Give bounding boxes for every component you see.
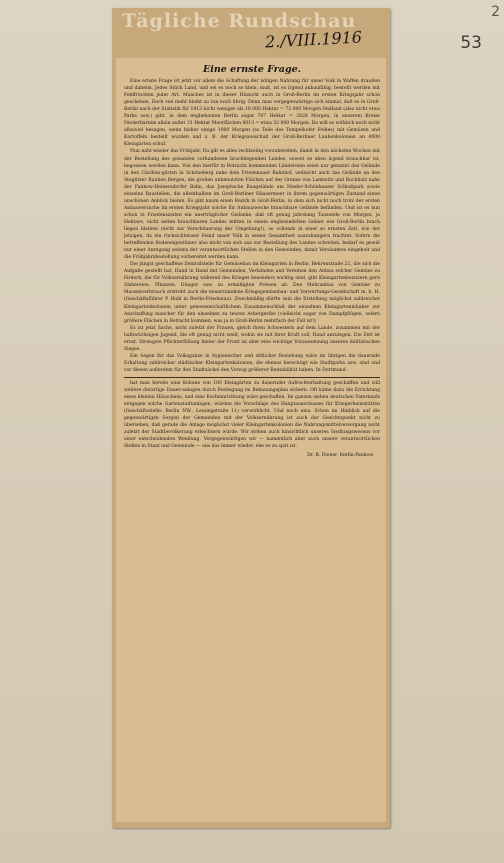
column-divider [124, 377, 380, 378]
article-paragraph: Die jüngst geschaffene Zentralstelle für Gemüsebau im Kleingarten in Berlin, Behrenstraße 21, die sich die Aufgabe gestellt hat, Hand in Hand mit Gemeinden, Verbänden und Vereinen den Anbau solcher Gemüse zu fördern, die für Volksernährung während des Krieges besonders wichtig sind, gibt Kleingartenbesitzern gern Sämereien, Pflanzen, Dünger usw. zu ermäßigten Preisen ab. Den Mehranbau von Gemüse zu Massenverbrauch erstrebt auch die neuerstandene Kriegsgemüsebau- und Verwertungs-Gesellschaft m. b. H. (Geschäftsführer P. Buhl in Berlin-Friedenau). Zweckmäßig dürfte sein die Erstellung möglichst zahlreicher Kleingartenkolonien unter genossenschaftlichem Zusammenschluß der einzelnen Kleingarteninhaber zur Anschaffung mancher für den einzelnen zu teuren Ackergeräte (vielleicht sogar von Dampfpflügen, sofern größere Flächen in Betracht kommen, was ja in Groß-Berlin mehrfach der Fall ist!) [124, 262, 380, 324]
newspaper-masthead: Tägliche Rundschau [122, 10, 357, 32]
article-paragraph: Eine ernste Frage ist jetzt vor allem die Schaffung der nötigen Nahrung für unser Volk in Waffen draußen und daheim. Jedes Stück Land, und sei es noch so klein, muß, ist es irgend anbaufähig, bestellt werden mit Feldfrüchten jeder Art. Manches ist in dieser Hinsicht auch in Groß-Berlin im ersten Kriegsjahr schon geschehen. Doch viel mehr bleibt zu tun noch übrig. Denn man vergegenwärtige sich einmal, daß es in Groß-Berlin nach der Statistik für 1913 nicht weniger als 18 000 Hektar = 72 000 Morgen Oedland (also nicht etwa Parks usw.) gibt, in dem engbebauten Berlin sogar 707 Hektar = 2828 Morgen, in unserem Kreise Niederbarnim allein außer 31 Hektar Moorflächen 8013 = etwa 32 000 Morgen. Da will es wirklich noch nicht allzuviel besagen, wenn bisher einige 1000 Morgen (so Teile des Tempelhofer Feldes) mit Gemüsen und Kartoffeln bestellt wurden und z. B. der Kriegsausschuß der Groß-Berliner Laubenkolonien an 4000 Kleingärten schuf. [124, 79, 380, 148]
newspaper-clipping [112, 8, 390, 828]
page-number: 53 [460, 33, 482, 53]
corner-mark: 2 [491, 4, 500, 20]
author-signature: Dr. R. Diener, Berlin-Pankow. [307, 453, 374, 459]
article-paragraph: Es ist jetzt Sache, nicht zuletzt der Frauen, gleich ihren Schwestern auf dem Lande, zusammen mit der halbwüchsigen Jugend, die oft genug nicht weiß, wohin sie mit ihrer Kraft soll, Hand anzulegen. Die Zeit ist ernst. Strengste Pflichterfüllung hinter der Front ist aber eine wichtige Voraussetzung unseres militärischen Sieges. [124, 325, 380, 352]
article-body [116, 58, 386, 822]
article-title: Eine ernste Frage. [203, 64, 301, 75]
handwritten-date: 2./VIII.1916 [264, 27, 363, 52]
closing-paragraph: hat man bereits eine Kolonie von 100 Kleingärten zu dauernder Aufrechterhaltung geschaffen und will weitere derartige Dauer-anlagen durch Festlegung im Bebauungsplan sichern. Oft käme dazu die Errichtung eines kleinen Häuschens, und eine Kocheinrichtung wäre geschaffen. Im ganzen sieben deutschen Vaterlands entgegen solche Gartenstadtanlagen, würden die Vorschläge des Hauptausschusses für Kriegerheimstätten (Geschäftsstelle: Berlin NW., Lessingstraße 11) verwirklicht. Und noch eins: Schon im Hinblick auf die gegenwärtigen Sorgen der Gemeinden mit der Volksernährung ist auch der Gesichtspunkt nicht zu übersehen, daß gerade die Anlage möglichst vieler Kleingartenkolonien die Nahrungsmittelversorgung nicht zuletzt der Stadtbevölkerung erleichtern würde. Wir stehen auch hinsichtlich unseres Siedlungswesens vor einer entscheidenden Wendung. Vergegenwärtigen wir — namentlich aber auch unsere verantwortlichen Stellen in Staat und Gemeinde — uns das immer wieder, ehe es zu spät ist. [124, 380, 380, 450]
article-paragraph: Nun naht wieder das Frühjahr. Da gilt es alles rechtzeitig vorzubereiten, damit in den nächsten Wochen mit der Bestellung des gesamten vorhandenen brachliegenden Landes, soweit es eben irgend brauchbar ist, begonnen werden kann. Von den hierfür in Betracht kommenden Ländereien seien nur genannt das Gelände in den Cäcilien-gärten in Schöneberg nahe dem Friedenauer Bahnhof, vielleicht auch das Gelände an den Steglitzer Rauhen Bergen, die großen unbenutzten Flächen auf der Grenze von Lankwitz und Buchholz nahe der Pankow-Heinersdorfer Bahn, das Josephsche Baugelände am Nieder-Schönhauser Schloßpark sowie einzelne Baustellen, die allenthalben im Groß-Berliner Häusermeer in ihrem gegenwärtigen Zustand einen unschönen Anblick bieten. Es gibt kaum einen Bezirk in Groß-Berlin, in dem sich nicht noch trotz der ersten Anbauversuche im ersten Kriegsjahr solche für Anbauzwecke brauchbare Gelände befänden. Und ist es nun schon in Friedenszeiten ein unerträglicher Gedanke, daß oft genug jahrelang Tausende von Morgen, ja Hektare, nicht selten brauchbaren Landes mitten in einem engbesiedelten Gebiet wie Groß-Berlin brach liegen bleiben (nicht zur Verschönerung der Umgebung!), so vollends in einer so ernsten Zeit, wie der jetzigen, da ein rücksichtsloser Feind unser Volk in seiner Gesamtheit auszuhungern trachtet. Sofern die betreffenden Bodeneigentümer also nicht von sich aus zur Bestellung des Landes schreiten, bedarf es gewiß nur einer Anregung seitens der verantwortlichen Stellen in den Gemeinden, damit Versäumtes eingeholt und die Frühjahrsbestellung vorbereitet werden kann. [124, 149, 380, 261]
article-paragraph: Ein Segen für das Volksganze in hygienischer und sittlicher Beziehung wäre im übrigen die dauernde Erhaltung zahlreicher städtischer Kleingartenkolonien, die ebenso berechtigt wie Stadtparks usw. sind und vor diesen außerdem für den Stadtsäckel den Vorzug größerer Rentabilität haben. In Dortmund [124, 353, 380, 373]
